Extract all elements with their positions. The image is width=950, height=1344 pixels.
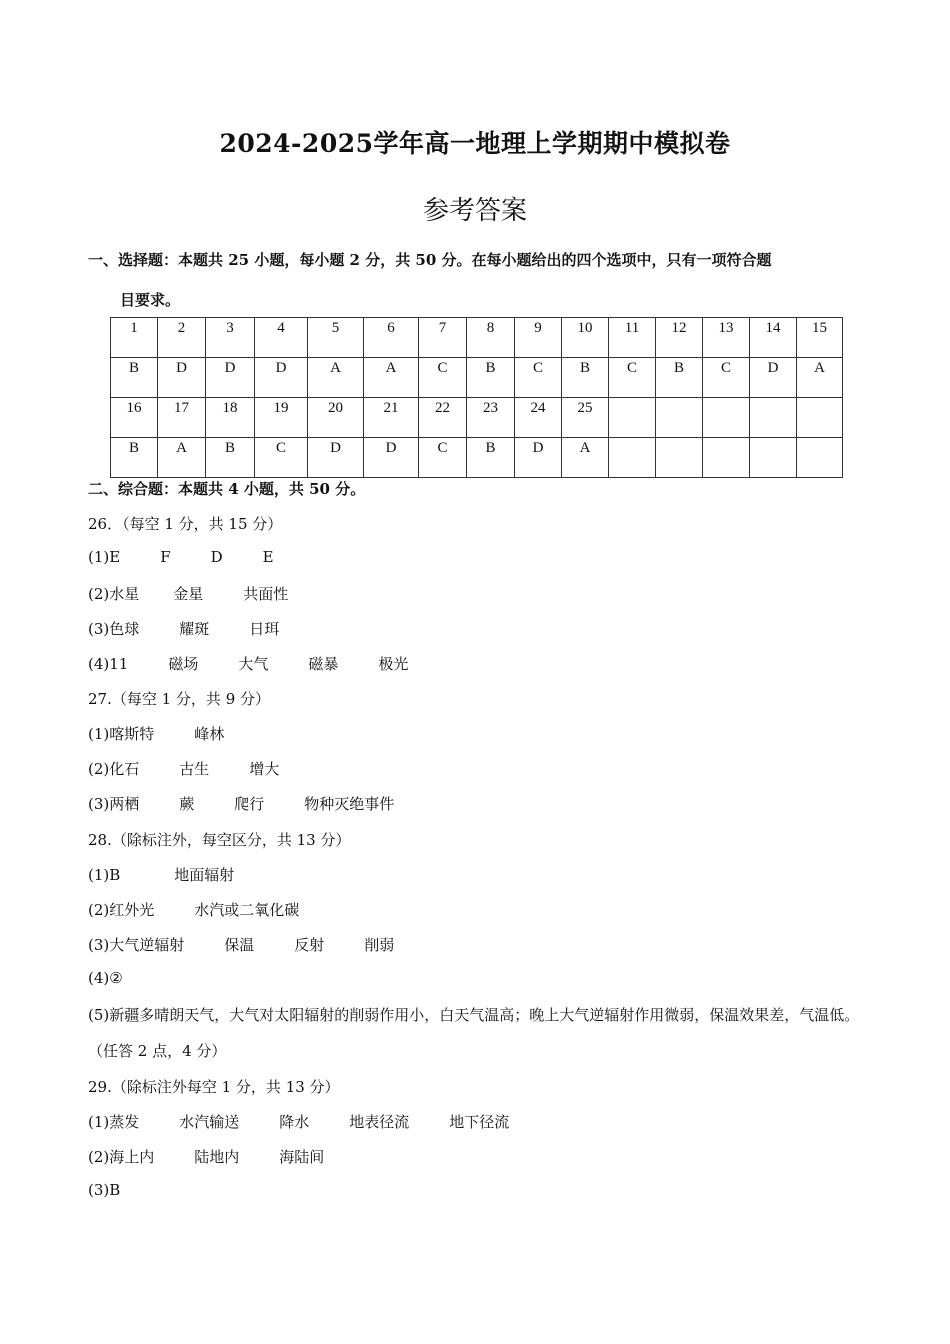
answer-word: 水汽或二氧化碳 <box>194 901 300 919</box>
answer-word: (4)② <box>88 969 123 987</box>
table-cell: A <box>797 358 843 398</box>
table-cell: 19 <box>255 398 308 438</box>
answer-word: 大气 <box>238 655 269 673</box>
table-cell: 12 <box>656 318 703 358</box>
table-cell: 18 <box>206 398 255 438</box>
answer-word: E <box>262 548 274 566</box>
q26-answer-2 <box>88 583 288 604</box>
answer-word: 磁暴 <box>308 655 339 673</box>
q26-answer-4 <box>88 653 408 674</box>
answer-word: 耀斑 <box>179 620 210 638</box>
answer-word: (3)B <box>88 1181 121 1199</box>
answer-word: (2)化石 <box>88 760 140 778</box>
q29-answer-3 <box>88 1181 120 1199</box>
table-cell: B <box>111 358 158 398</box>
answer-word: (1)B <box>88 866 121 884</box>
table-cell: 7 <box>419 318 467 358</box>
table-row <box>111 358 843 398</box>
section2-heading: 二、综合题：本题共 4 小题，共 50 分。 <box>88 480 366 498</box>
table-cell <box>797 398 843 438</box>
answer-word: (3)色球 <box>88 620 140 638</box>
table-cell: 20 <box>308 398 364 438</box>
table-cell: 1 <box>111 318 158 358</box>
answer-word: 反射 <box>294 936 325 954</box>
table-cell: 22 <box>419 398 467 438</box>
q26-heading: 26．（每空 1 分，共 15 分） <box>88 515 283 533</box>
table-cell: B <box>562 358 609 398</box>
answer-word: F <box>160 548 171 566</box>
q28-answer-3 <box>88 934 394 955</box>
table-cell: B <box>467 438 515 478</box>
q28-answer-5: (5)新疆多晴朗天气，大气对太阳辐射的削弱作用小，白天气温高；晚上大气逆辐射作用微弱，保温效果差，气温低。（任答 2 点，4 分） <box>88 1006 860 1060</box>
answer-word: 爬行 <box>234 795 265 813</box>
table-cell: 15 <box>797 318 843 358</box>
table-cell: C <box>419 358 467 398</box>
answer-word: (1)E <box>88 548 121 566</box>
table-cell <box>656 398 703 438</box>
answer-word: 日珥 <box>249 620 280 638</box>
table-cell: B <box>111 438 158 478</box>
table-cell: 5 <box>308 318 364 358</box>
answer-word: (2)水星 <box>88 585 140 603</box>
table-cell: D <box>750 358 797 398</box>
table-cell: D <box>206 358 255 398</box>
table-cell: 23 <box>467 398 515 438</box>
table-cell <box>750 438 797 478</box>
q27-answer-2 <box>88 758 279 779</box>
answer-word: (1)蒸发 <box>88 1113 140 1131</box>
answer-table-body <box>111 318 843 478</box>
q29-heading: 29.（除标注外每空 1 分，共 13 分） <box>88 1078 340 1096</box>
answer-word: 地表径流 <box>349 1113 410 1131</box>
answer-word: 陆地内 <box>194 1148 240 1166</box>
answer-word: 削弱 <box>364 936 395 954</box>
table-cell <box>703 438 750 478</box>
table-cell: 24 <box>515 398 562 438</box>
table-cell: C <box>515 358 562 398</box>
table-cell: 13 <box>703 318 750 358</box>
answer-word: (3)两栖 <box>88 795 140 813</box>
table-cell: C <box>609 358 656 398</box>
answer-word: (1)喀斯特 <box>88 725 155 743</box>
table-cell: 6 <box>364 318 419 358</box>
answer-word: 水汽输送 <box>179 1113 240 1131</box>
table-cell: C <box>419 438 467 478</box>
table-cell: D <box>158 358 206 398</box>
table-cell: 8 <box>467 318 515 358</box>
table-cell: 21 <box>364 398 419 438</box>
q28-answer-1 <box>88 864 234 885</box>
table-cell: B <box>656 358 703 398</box>
table-cell: 11 <box>609 318 656 358</box>
table-cell: B <box>467 358 515 398</box>
table-cell: 14 <box>750 318 797 358</box>
answer-word: 物种灭绝事件 <box>304 795 395 813</box>
table-cell: D <box>515 438 562 478</box>
table-cell: A <box>364 358 419 398</box>
table-row <box>111 318 843 358</box>
table-cell: B <box>206 438 255 478</box>
q27-answer-1 <box>88 723 224 744</box>
answer-word: 海陆间 <box>279 1148 325 1166</box>
table-cell: D <box>308 438 364 478</box>
table-cell <box>797 438 843 478</box>
section1-heading-cont: 目要求。 <box>120 291 181 309</box>
answer-word: 增大 <box>249 760 280 778</box>
answer-table <box>110 317 843 478</box>
table-cell: 10 <box>562 318 609 358</box>
answer-word: 地下径流 <box>449 1113 510 1131</box>
table-cell: 17 <box>158 398 206 438</box>
q28-answer-4 <box>88 969 123 987</box>
table-cell <box>609 438 656 478</box>
q27-heading: 27.（每空 1 分，共 9 分） <box>88 690 271 708</box>
q28-answer-2 <box>88 899 299 920</box>
answer-word: 蕨 <box>179 795 195 813</box>
table-cell: C <box>255 438 308 478</box>
table-cell <box>750 398 797 438</box>
answer-word: D <box>210 548 223 566</box>
answer-word: (2)红外光 <box>88 901 155 919</box>
q28-heading: 28.（除标注外，每空区分，共 13 分） <box>88 831 351 849</box>
q29-answer-1 <box>88 1111 509 1132</box>
page-title: 2024-2025学年高一地理上学期期中模拟卷 <box>219 129 731 158</box>
table-cell <box>609 398 656 438</box>
answer-word: (2)海上内 <box>88 1148 155 1166</box>
q26-answer-1 <box>88 548 274 566</box>
answer-word: 极光 <box>378 655 409 673</box>
table-cell <box>656 438 703 478</box>
answer-word: 保温 <box>224 936 255 954</box>
table-cell: D <box>255 358 308 398</box>
table-cell: 4 <box>255 318 308 358</box>
section1-heading: 一、选择题：本题共 25 小题，每小题 2 分，共 50 分。在每小题给出的四个选项中，只有一项符合题 <box>88 251 772 269</box>
table-row <box>111 398 843 438</box>
answer-word: 降水 <box>279 1113 310 1131</box>
table-cell: 3 <box>206 318 255 358</box>
q26-answer-3 <box>88 618 279 639</box>
table-cell: 16 <box>111 398 158 438</box>
answer-word: (3)大气逆辐射 <box>88 936 185 954</box>
answer-word: 共面性 <box>243 585 289 603</box>
table-cell: A <box>562 438 609 478</box>
q27-answer-3 <box>88 793 394 814</box>
table-cell <box>703 398 750 438</box>
answer-word: 磁场 <box>168 655 199 673</box>
table-cell: 9 <box>515 318 562 358</box>
table-cell: A <box>308 358 364 398</box>
table-cell: 2 <box>158 318 206 358</box>
q29-answer-2 <box>88 1146 324 1167</box>
answer-word: 峰林 <box>194 725 225 743</box>
answer-word: 古生 <box>179 760 210 778</box>
table-cell: A <box>158 438 206 478</box>
page-subtitle: 参考答案 <box>422 196 527 226</box>
table-cell: C <box>703 358 750 398</box>
table-cell: 25 <box>562 398 609 438</box>
answer-word: 地面辐射 <box>174 866 235 884</box>
answer-word: 金星 <box>173 585 204 603</box>
table-cell: D <box>364 438 419 478</box>
table-row <box>111 438 843 478</box>
answer-word: (4)11 <box>88 655 129 673</box>
